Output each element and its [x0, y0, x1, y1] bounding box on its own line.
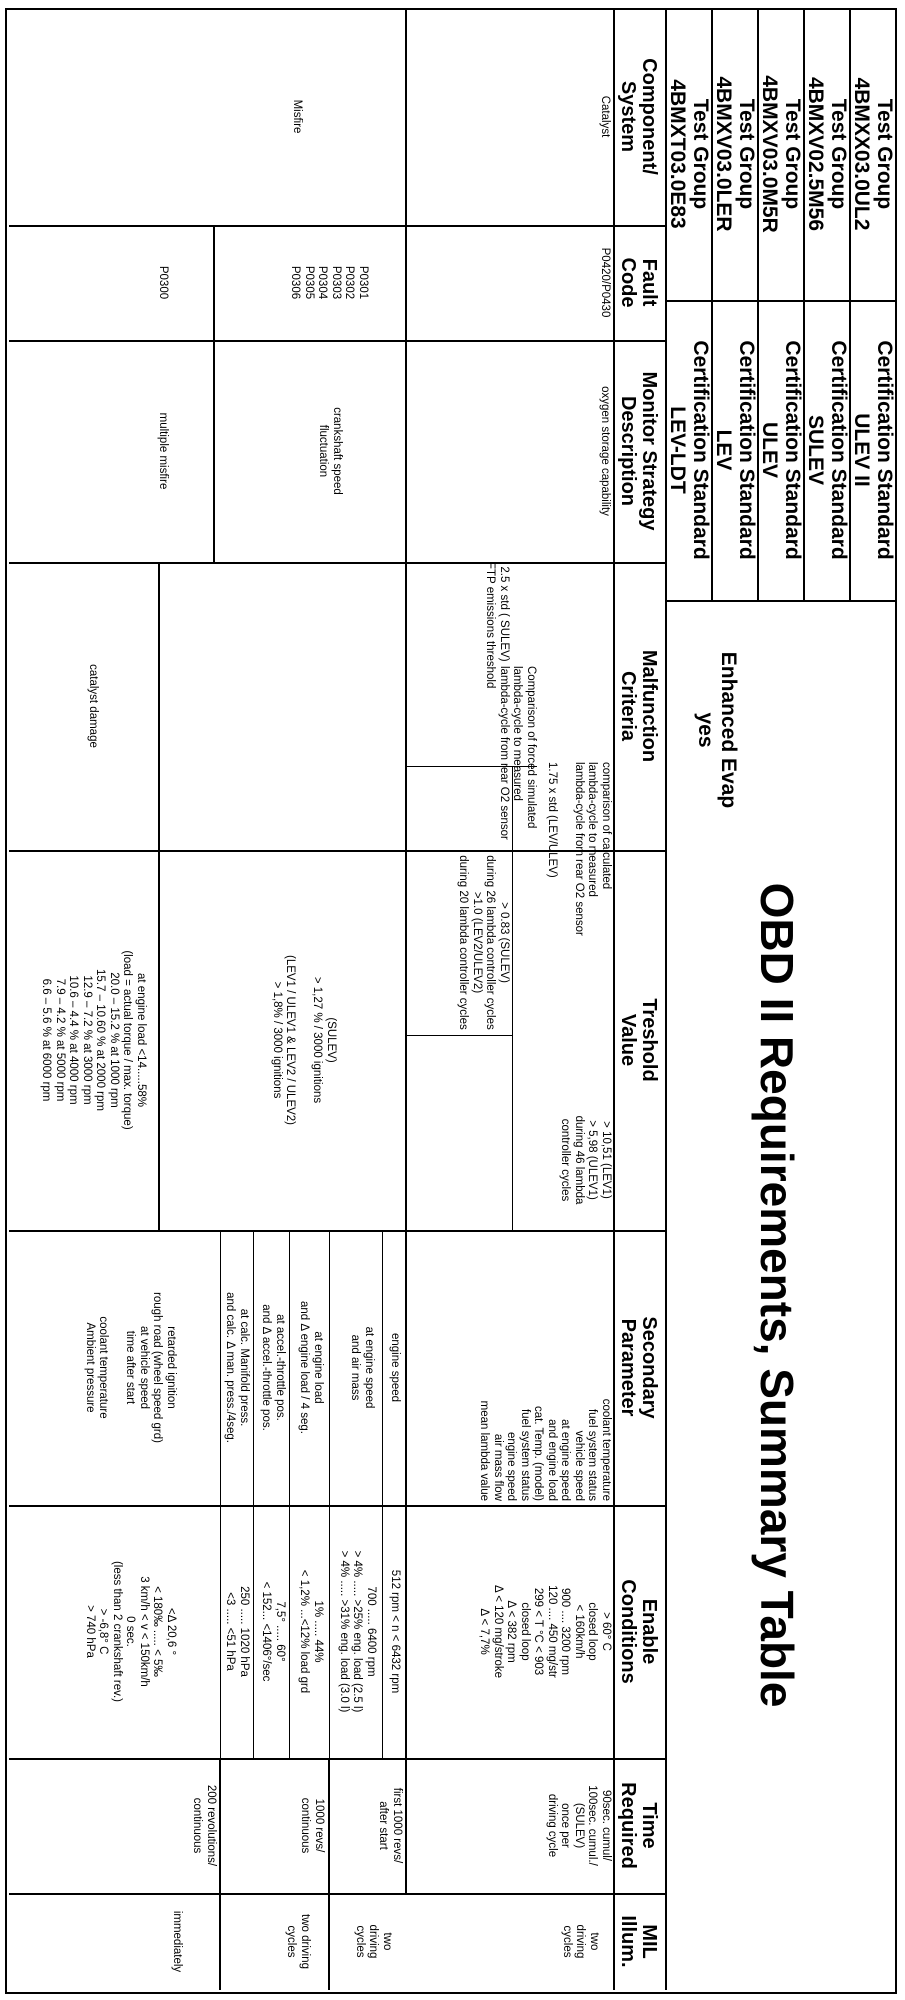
misfire-enable-b: 700 ..... 6400 rpm > 4% ..... >25% eng. load (2.5 l) > 4% ..... >31% eng. load (3.0 l): [338, 1550, 377, 1713]
row-line-mil-b: [328, 1893, 330, 1990]
certification-3: Certification Standard ULEV: [758, 340, 804, 560]
catalyst-criteria-subline: [512, 766, 513, 1230]
misfire-strategy-multiple: multiple misfire: [157, 412, 169, 490]
misfire-enable-e: 250 ..... 1020 hPa <3 ..... <51 hPa: [224, 1586, 250, 1677]
header-strategy: Monitor Strategy Description: [617, 371, 660, 531]
misfire-mil-a: two driving cycles: [354, 1924, 393, 1959]
header-criteria: Malfunction Criteria: [617, 649, 660, 763]
misfire-enable-a: 512 rpm < n < 6432 rpm: [389, 1569, 401, 1694]
catalyst-time: 90sec. cumul/ 100sec. cumul./ (SULEV) once per driving cycle: [546, 1785, 612, 1866]
test-group-4: Test Group 4BMXV03.0LER: [712, 76, 758, 232]
col-line-3: [9, 562, 667, 564]
catalyst-criteria-c: 2.5 x std ( SULEV) FTP emissions threshold: [484, 562, 510, 689]
test-group-1: Test Group 4BMXX03.0UL2: [850, 77, 896, 231]
misfire-time-a: first 1000 revs/ after start: [377, 1787, 403, 1864]
header-enable: Enable Conditions: [617, 1579, 660, 1684]
catalyst-threshold-b: > 0.83 (SULEV) during 26 lambda controller cycles >1.0 (LEV2/ULEV2) during 20 lambda controller cycles: [457, 855, 510, 1030]
misfire-enable-c: 1% ..... 44% < 1,2% ...<12% load grd: [298, 1569, 324, 1694]
misfire-secondary-e: at calc. Manifold press. and calc. Δ man. press./4seg.: [224, 1292, 250, 1443]
header-mil: MIL Illum.: [617, 1915, 660, 1968]
misfire-sub-line-5: [220, 1230, 221, 1758]
misfire-strategy-single: crankshaft speed fluctuation: [317, 407, 343, 495]
misfire-fault-code-multiple: P0300: [157, 265, 169, 300]
misfire-time-b: 1000 revs/ continuous: [299, 1797, 325, 1854]
row-line-misfire-multiple: [213, 225, 215, 562]
catalyst-mil: two driving cycles: [561, 1924, 600, 1959]
certification-2: Certification Standard SULEV: [804, 340, 850, 560]
misfire-sub-line-3: [289, 1230, 290, 1758]
misfire-time-c: 200 revolutions/ continuous: [191, 1784, 217, 1867]
test-group-3: Test Group 4BMXV03.0M5R: [758, 75, 804, 233]
column-header-line: [613, 8, 615, 1990]
misfire-secondary-d: at accel.-throttle pos. and Δ accel.-throttle pos.: [260, 1304, 286, 1431]
catalyst-secondary: coolant temperature fuel system status vehicle speed at engine speed and engine load cat. Temp. (model) fuel system status engine speed air mass flow mean lambda value: [478, 1398, 612, 1501]
misfire-sub-line-1: [382, 1230, 383, 1758]
catalyst-threshold-divider: [407, 1035, 513, 1036]
row-line-mil-c: [219, 1893, 221, 1990]
row-line-emission-catalyst: [158, 562, 160, 1230]
catalyst-criteria-b: Comparison of forced simulated lambda-cycle to measured lambda-cycle from rear O2 sensor: [498, 666, 537, 840]
row-line-time-c: [219, 1758, 221, 1893]
test-group-2: Test Group 4BMXV02.5M56: [804, 76, 850, 232]
misfire-enable-d: 7,5° ..... 60° < 152... <1406°/sec: [260, 1581, 286, 1682]
catalyst-enable: > 60° C closed loop < 160km/h 900 .... 3200 rpm 120 .... 450 mg/str 299 < T °C < 903 closed loop Δ < 382 rpm Δ < 120 mg/stroke Δ < 7,7%: [478, 1584, 612, 1679]
header-threshold: Treshold Value: [617, 998, 660, 1082]
certification-4: Certification Standard LEV: [712, 340, 758, 560]
misfire-mil-b: two driving cycles: [285, 1914, 311, 1969]
test-group-5: Test Group 4BMXT03.0E83: [666, 79, 712, 229]
misfire-threshold-emission: (SULEV) > 1,27 % / 3000 ignitions (LEV1 / ULEV1 & LEV2 / ULEV2) > 1,8% / 3000 ignitions: [271, 954, 337, 1126]
misfire-secondary-a: engine speed: [389, 1332, 401, 1403]
enhanced-evap: Enhanced Evap yes: [694, 651, 740, 809]
catalyst-fault-code: P0420/P0430: [599, 247, 611, 318]
misfire-secondary-c: at engine load and Δ engine load / 4 seg.: [298, 1300, 324, 1434]
certification-1: Certification Standard ULEV II: [850, 340, 896, 560]
misfire-fault-codes: P0301 P0302 P0303 P0304 P0305 P0306: [289, 265, 369, 300]
misfire-threshold-catalyst: at engine load <14.....58% (load = actual torque / max. torque) 20.0 – 15.2 % at 1000 rpm 15.7 – 10.60 % at 2000 rpm 12.9 – 7.2 % at 3000 rpm 10.6 – 4.4 % at 4000 rpm 7.9 – 4.2 % at 5000 rpm 6.6 – 5.6 % at 6000 rpm: [40, 950, 147, 1130]
header-fault-code: Fault Code: [617, 257, 660, 308]
certification-5: Certification Standard LEV-LDT: [666, 340, 712, 560]
misfire-criteria-catalyst: catalyst damage: [87, 664, 99, 748]
header-time: Time Required: [617, 1782, 660, 1869]
misfire-mil-c: immediately: [171, 1910, 183, 1973]
catalyst-threshold-a: > 10,51 (LEV1) > 5,98 (ULEV1) during 46 lambda controller cycles: [559, 1115, 612, 1205]
catalyst-criteria-a: comparison of calculated lambda-cycle to measured lambda-cycle from rear O2 sensor 1.75 x std (LEV/ULEV): [546, 762, 612, 936]
row-line-time-b: [328, 1758, 330, 1893]
misfire-component: Misfire: [291, 99, 303, 134]
page-title: OBD II Requirements, Summary Table: [751, 882, 803, 1708]
header-component: Component/ System: [617, 58, 660, 175]
header-secondary: Secondary Parameter: [617, 1316, 660, 1419]
misfire-secondary-b: at engine speed and air mass: [349, 1326, 375, 1409]
catalyst-component: Catalyst: [599, 95, 611, 138]
misfire-enable-f: <Δ 20,6 ° < 180‰ ..... < 5‰ 3 km/h < v < 150km/h 0 sec. (less than 2 crankshaft rev.) > -6,8° C > 740 hPa: [84, 1560, 177, 1703]
misfire-sub-line-4: [253, 1230, 254, 1758]
misfire-sub-line-2: [329, 1230, 330, 1758]
row-line-catalyst-misfire: [405, 8, 407, 1893]
misfire-secondary-f: retarded ignition rough road (wheel speed grd) at vehicle speed time after start coolant temperature Ambient pressure: [84, 1292, 177, 1443]
catalyst-strategy: oxygen storage capability: [599, 386, 611, 516]
